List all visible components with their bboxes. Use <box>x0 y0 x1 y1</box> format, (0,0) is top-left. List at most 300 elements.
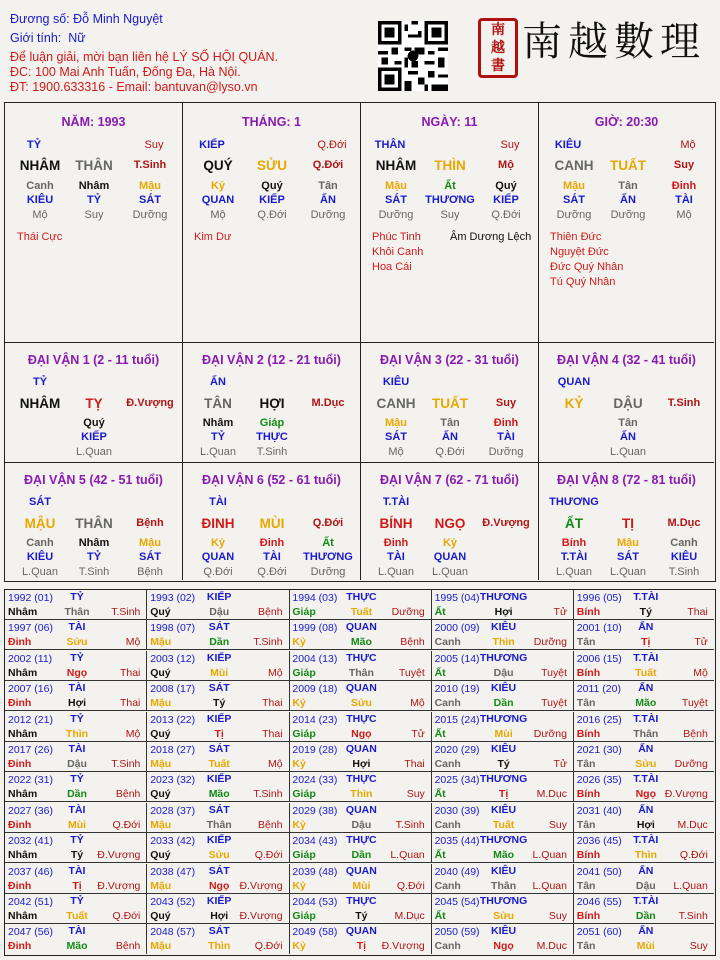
chart-grid <box>4 102 716 582</box>
pillar-chi: THÂN <box>75 158 113 173</box>
year-can: Giáp <box>292 727 316 740</box>
pillar-cell <box>183 103 361 343</box>
year-god: QUAN <box>345 682 377 695</box>
year-god: SÁT <box>208 682 230 695</box>
year-cell <box>5 894 147 924</box>
year-god: TỶ <box>70 651 84 664</box>
year-chi: Mùi <box>636 940 655 953</box>
year-chi: Thân <box>206 818 232 831</box>
year-label: 2040 (49) <box>434 865 480 878</box>
year-can: Ất <box>434 606 446 618</box>
pillar-chi: THÌN <box>434 158 466 173</box>
dai-van-hidden-stage: L.Quan <box>377 566 415 578</box>
year-chi: Tý <box>213 697 226 710</box>
dai-van-stage: Suy <box>495 397 517 409</box>
year-cell <box>574 620 714 650</box>
year-can: Mậu <box>150 879 172 892</box>
year-cell <box>5 803 147 833</box>
year-cell <box>147 590 289 620</box>
year-cell <box>574 742 714 772</box>
hidden-stage: Dưỡng <box>132 209 168 221</box>
year-can: Kỷ <box>292 697 306 710</box>
year-label: 2008 (17) <box>150 683 196 696</box>
year-god: TỶ <box>70 895 84 907</box>
year-god: KIÊU <box>491 864 517 877</box>
year-cell <box>289 864 431 894</box>
year-can: Bính <box>576 666 601 679</box>
year-stage: Q.Đới <box>396 879 425 892</box>
dai-van-hidden-stage: T.Sinh <box>256 446 288 458</box>
hidden-stem: Tân <box>618 180 638 192</box>
year-stage: Đ.Vượng <box>97 849 141 862</box>
dai-van-cell <box>539 463 714 580</box>
shensha-item: Tú Quý Nhân <box>550 276 616 288</box>
year-label: 2013 (22) <box>150 713 196 726</box>
dai-van-god: THƯƠNG <box>549 496 599 508</box>
dai-van-god: SÁT <box>29 496 51 508</box>
seal-stamp: 南 越 書 <box>478 18 518 78</box>
dai-van-title: ĐẠI VẬN 6 (52 - 61 tuổi) <box>202 473 341 487</box>
year-cell <box>432 590 574 620</box>
hidden-stem: Mậu <box>385 180 407 192</box>
year-stage: M.Dục <box>536 788 567 801</box>
year-label: 2032 (41) <box>8 835 53 848</box>
year-can: Canh <box>434 818 461 831</box>
year-can: Đinh <box>8 697 32 710</box>
dai-van-hidden-god: TỶ <box>210 431 226 443</box>
year-label: 2028 (37) <box>150 804 196 817</box>
year-stage: Bệnh <box>258 606 283 618</box>
year-label: 2011 (20) <box>576 683 621 696</box>
year-stage: Tuyệt <box>398 666 425 679</box>
year-can: Ất <box>434 788 446 801</box>
year-can: Bính <box>576 788 601 801</box>
year-cell <box>5 620 147 650</box>
year-stage: Suy <box>689 940 708 953</box>
year-cell <box>289 924 431 954</box>
dai-van-hidden-god: T.TÀI <box>560 551 588 563</box>
year-chi: Thân <box>64 606 90 618</box>
year-god: TÀI <box>68 621 86 634</box>
dai-van-can: ĐINH <box>201 516 235 531</box>
header-address-line: ĐC: 100 Mai Anh Tuấn, Đống Đa, Hà Nội. <box>10 65 241 79</box>
year-label: 2024 (33) <box>292 774 338 787</box>
header-name-line: Đương số: Đỗ Minh Nguyệt <box>10 12 163 26</box>
year-god: THƯƠNG <box>479 651 528 664</box>
year-label: 2048 (57) <box>150 926 196 939</box>
dai-van-hidden-god: TÀI <box>387 551 405 563</box>
year-chi: Tuất <box>635 666 657 679</box>
shensha-item: Phúc Tinh <box>372 231 421 243</box>
year-chi: Thìn <box>208 940 231 953</box>
year-cell <box>432 620 574 650</box>
shensha-item: Hoa Cái <box>372 261 412 273</box>
year-chi: Hợi <box>352 758 371 770</box>
dai-van-hidden-stage: Q.Đới <box>435 446 465 458</box>
year-label: 2025 (34) <box>434 774 480 787</box>
year-chi: Dậu <box>351 818 372 831</box>
year-god: SÁT <box>208 621 230 634</box>
year-chi: Mùi <box>352 879 371 892</box>
pillar-can: NHÂM <box>375 158 417 173</box>
pillar-stage-label: Q.Đới <box>317 139 347 151</box>
year-god: KIẾP <box>206 712 232 725</box>
year-god: TÀI <box>68 864 86 877</box>
year-label: 2046 (55) <box>576 896 622 908</box>
year-cell <box>432 803 574 833</box>
year-god: T.TÀI <box>633 773 659 786</box>
year-cell <box>147 681 289 711</box>
year-stage: Thai <box>262 727 283 740</box>
year-cell <box>147 712 289 742</box>
dai-van-hidden-god: KIÊU <box>670 551 698 563</box>
hidden-stem: Quý <box>261 180 283 192</box>
year-cell <box>574 803 714 833</box>
dai-van-hidden-god: ẤN <box>620 431 636 443</box>
year-can: Mậu <box>150 758 172 770</box>
year-stage: Đ.Vượng <box>664 788 708 801</box>
hidden-god: TỶ <box>86 194 102 206</box>
dai-van-hidden-god: TÀI <box>263 551 281 563</box>
hidden-stage: Mộ <box>676 209 692 221</box>
hidden-god: KIẾP <box>259 194 285 206</box>
year-chi: Sửu <box>66 636 88 649</box>
year-stage: L.Quan <box>673 879 708 892</box>
year-god: ẤN <box>638 925 654 938</box>
year-god: KIẾP <box>206 651 232 664</box>
year-chi: Thìn <box>65 727 89 740</box>
year-label: 2037 (46) <box>8 865 53 878</box>
year-god: KIẾP <box>206 895 232 907</box>
dai-van-god: QUAN <box>557 376 591 388</box>
year-can: Ất <box>434 727 446 740</box>
dai-van-god: KIÊU <box>382 376 410 388</box>
dai-van-hidden-stem: Mậu <box>139 537 161 549</box>
year-label: 2047 (56) <box>8 926 53 939</box>
year-cell <box>574 651 714 681</box>
year-chi: Dần <box>493 697 514 710</box>
year-can: Ất <box>434 910 446 922</box>
dai-van-hidden-stage: L.Quan <box>609 446 647 458</box>
dai-van-hidden-god: QUAN <box>201 551 235 563</box>
year-god: SÁT <box>208 925 230 938</box>
year-can: Nhâm <box>8 606 38 618</box>
year-stage: Bệnh <box>400 636 425 649</box>
year-can: Giáp <box>292 666 316 679</box>
year-chi: Mão <box>635 697 657 710</box>
year-god: THỰC <box>346 651 377 664</box>
year-cell <box>289 894 431 924</box>
year-can: Đinh <box>8 758 32 770</box>
year-can: Nhâm <box>8 666 38 679</box>
dai-van-hidden-stem: Mậu <box>617 537 639 549</box>
year-stage: Mộ <box>125 636 141 649</box>
year-stage: Suy <box>406 788 425 801</box>
year-can: Kỷ <box>292 758 306 770</box>
year-chi: Sửu <box>635 758 657 770</box>
year-can: Canh <box>434 636 461 649</box>
year-label: 2042 (51) <box>8 896 53 908</box>
dai-van-cell <box>361 343 539 463</box>
year-god: T.TÀI <box>633 834 659 847</box>
year-label: 2017 (26) <box>8 744 53 756</box>
year-chi: Tị <box>214 727 224 740</box>
year-chi: Dần <box>67 788 87 801</box>
dai-van-hidden-stem: Nhâm <box>78 537 110 549</box>
year-label: 2026 (35) <box>576 774 622 787</box>
year-stage: Suy <box>548 910 567 922</box>
pillar-chi-stage: T.Sinh <box>133 159 167 171</box>
year-label: 2030 (39) <box>434 804 480 817</box>
year-god: THỰC <box>346 834 377 847</box>
dai-van-can: TÂN <box>204 396 232 411</box>
year-stage: M.Dục <box>394 910 425 922</box>
year-chi: Tý <box>639 606 652 618</box>
dai-van-hidden-stem: Đinh <box>493 417 519 429</box>
pillar-stage-label: Suy <box>500 139 520 151</box>
dai-van-can: BÍNH <box>379 516 413 531</box>
year-stage: Mộ <box>410 697 425 710</box>
year-god: TỶ <box>70 834 84 847</box>
year-chi: Mùi <box>210 666 229 679</box>
year-stage: L.Quan <box>390 849 425 862</box>
year-god: SÁT <box>208 803 230 816</box>
year-stage: T.Sinh <box>395 818 425 831</box>
year-label: 2010 (19) <box>434 683 480 696</box>
year-chi: Tý <box>70 849 84 862</box>
year-chi: Tuất <box>350 606 373 618</box>
hidden-god: SÁT <box>139 194 161 206</box>
pillar-can: NHÂM <box>19 158 61 173</box>
year-stage: Thai <box>262 697 283 710</box>
year-god: SÁT <box>208 743 230 755</box>
year-stage: Đ.Vượng <box>97 879 141 892</box>
year-chi: Thìn <box>634 849 657 862</box>
year-label: 2039 (48) <box>292 865 338 878</box>
hidden-stem: Mậu <box>563 180 585 192</box>
year-can: Giáp <box>292 606 316 618</box>
year-god: KIÊU <box>491 803 517 816</box>
hidden-god: SÁT <box>385 194 407 206</box>
year-cell <box>147 833 289 863</box>
pillar-chi-stage: Suy <box>673 159 695 171</box>
year-chi: Thân <box>348 666 374 679</box>
dai-van-hidden-stage: Bệnh <box>137 566 163 578</box>
hidden-stage: Suy <box>84 209 104 221</box>
year-label: 2018 (27) <box>150 744 196 756</box>
year-can: Quý <box>150 666 171 679</box>
year-cell <box>432 742 574 772</box>
dai-van-hidden-stem: Tân <box>618 417 638 429</box>
year-chi: Thân <box>633 727 659 740</box>
year-can: Mậu <box>150 818 172 831</box>
dai-van-can: ẤT <box>565 516 583 531</box>
year-god: ẤN <box>638 621 654 634</box>
year-label: 2002 (11) <box>8 652 53 665</box>
year-label: 2044 (53) <box>292 896 338 908</box>
year-god: ẤN <box>638 803 654 816</box>
year-chi: Dậu <box>209 606 230 618</box>
pillar-title: THÁNG: 1 <box>241 115 302 129</box>
year-cell <box>5 864 147 894</box>
qr-code-icon <box>378 21 448 91</box>
year-stage: Mộ <box>267 758 283 770</box>
year-label: 1992 (01) <box>8 592 53 604</box>
dai-van-god: TÀI <box>209 496 227 508</box>
year-god: T.TÀI <box>633 651 659 664</box>
dai-van-hidden-stage: L.Quan <box>609 566 647 578</box>
dai-van-title: ĐẠI VẬN 8 (72 - 81 tuổi) <box>557 473 696 487</box>
dai-van-chi: TỊ <box>622 516 634 531</box>
year-chi: Tị <box>72 879 82 892</box>
year-god: KIÊU <box>491 925 517 938</box>
year-chi: Thìn <box>492 636 515 649</box>
year-chi: Sửu <box>493 910 515 922</box>
hidden-stage: Mộ <box>32 209 48 221</box>
pillar-god-label: THÂN <box>374 139 406 151</box>
year-cell <box>289 712 431 742</box>
year-stage: Thai <box>404 758 425 770</box>
year-label: 2035 (44) <box>434 835 480 848</box>
year-chi: Tuất <box>492 818 515 831</box>
year-god: KIẾP <box>206 834 232 847</box>
year-can: Bính <box>576 910 601 922</box>
dai-van-title: ĐẠI VẬN 4 (32 - 41 tuổi) <box>557 353 696 367</box>
hidden-stem: Nhâm <box>78 180 110 192</box>
year-god: THƯƠNG <box>479 591 528 603</box>
year-god: THỰC <box>346 591 377 603</box>
year-cell <box>147 651 289 681</box>
year-cell <box>5 742 147 772</box>
year-chi: Ngọ <box>66 666 88 679</box>
dai-van-god: T.TÀI <box>382 496 410 508</box>
year-god: KIẾP <box>206 773 232 786</box>
dai-van-hidden-stem: Quý <box>83 417 105 429</box>
shensha-item: Âm Dương Lệch <box>450 231 532 243</box>
year-can: Đinh <box>8 636 32 649</box>
dai-van-hidden-god: THỰC <box>256 431 288 443</box>
year-chi: Ngọ <box>208 879 230 892</box>
year-cell <box>432 772 574 802</box>
year-chi: Dậu <box>67 758 87 770</box>
year-god: TỶ <box>70 773 84 786</box>
year-can: Ất <box>434 666 446 679</box>
hidden-god: KIÊU <box>26 194 54 206</box>
year-cell <box>289 681 431 711</box>
year-can: Giáp <box>292 910 316 922</box>
dai-van-title: ĐẠI VẬN 2 (12 - 21 tuổi) <box>202 353 341 367</box>
year-god: TÀI <box>68 803 86 816</box>
year-cell <box>147 772 289 802</box>
year-cell <box>432 924 574 954</box>
year-cell <box>147 803 289 833</box>
year-stage: T.Sinh <box>253 636 283 649</box>
year-chi: Hợi <box>636 818 655 831</box>
dai-van-title: ĐẠI VẬN 7 (62 - 71 tuổi) <box>380 473 519 487</box>
year-stage: Suy <box>548 818 567 831</box>
hidden-stem: Canh <box>26 180 54 192</box>
year-can: Ất <box>434 849 446 862</box>
year-stage: Q.Đới <box>254 940 283 953</box>
year-god: QUAN <box>345 621 377 634</box>
year-label: 1994 (03) <box>292 592 338 604</box>
dai-van-hidden-god: SÁT <box>139 551 161 563</box>
year-label: 1999 (08) <box>292 622 338 635</box>
year-label: 1995 (04) <box>434 592 480 604</box>
dai-van-chi: DẬU <box>613 396 643 411</box>
year-can: Kỷ <box>292 636 306 649</box>
year-can: Nhâm <box>8 849 38 862</box>
year-god: T.TÀI <box>633 895 659 907</box>
header-phone-email-line[interactable]: ĐT: 1900.633316 - Email: bantuvan@lyso.vn <box>10 80 258 94</box>
year-god: THƯƠNG <box>479 773 528 786</box>
year-cell <box>432 651 574 681</box>
year-god: ẤN <box>638 682 654 695</box>
year-god: KIÊU <box>491 743 517 755</box>
year-can: Tân <box>576 818 596 831</box>
year-cell <box>432 712 574 742</box>
year-stage: Đ.Vượng <box>239 910 283 922</box>
dai-van-hidden-stage: Dưỡng <box>488 446 524 458</box>
year-chi: Tuất <box>66 910 88 922</box>
year-cell <box>147 864 289 894</box>
year-can: Tân <box>576 636 596 649</box>
year-god: TỶ <box>70 712 84 725</box>
year-label: 2006 (15) <box>576 652 622 665</box>
year-can: Tân <box>576 879 596 892</box>
year-can: Quý <box>150 788 171 801</box>
year-can: Kỷ <box>292 818 306 831</box>
year-can: Tân <box>576 940 596 953</box>
year-cell <box>289 620 431 650</box>
year-cell <box>5 712 147 742</box>
dai-van-hidden-stage: L.Quan <box>555 566 593 578</box>
dai-van-hidden-stage: Dưỡng <box>310 566 346 578</box>
year-can: Canh <box>434 940 461 953</box>
dai-van-hidden-stage: Q.Đới <box>203 566 233 578</box>
year-label: 2015 (24) <box>434 713 480 726</box>
year-chi: Ngọ <box>635 788 657 801</box>
year-stage: Tử <box>553 606 567 618</box>
year-label: 2043 (52) <box>150 896 196 908</box>
shensha-item: Đức Quý Nhân <box>550 261 624 273</box>
year-cell <box>289 803 431 833</box>
year-chi: Sửu <box>350 697 372 710</box>
dai-van-chi: THÂN <box>75 516 113 531</box>
year-label: 2022 (31) <box>8 774 53 787</box>
pillar-title: NĂM: 1993 <box>61 115 126 129</box>
year-stage: T.Sinh <box>111 758 141 770</box>
pillar-title: GIỜ: 20:30 <box>594 115 659 129</box>
year-god: TÀI <box>68 925 86 938</box>
dai-van-hidden-god: KIÊU <box>26 551 54 563</box>
year-god: T.TÀI <box>633 712 659 725</box>
dai-van-cell <box>5 343 183 463</box>
year-label: 2019 (28) <box>292 744 338 756</box>
pillar-can: QUÝ <box>203 158 233 173</box>
year-god: THỰC <box>346 773 377 786</box>
year-can: Quý <box>150 727 171 740</box>
year-god: KIÊU <box>491 682 517 695</box>
year-stage: Đ.Vượng <box>239 879 283 892</box>
year-can: Đinh <box>8 940 32 953</box>
year-cell <box>574 864 714 894</box>
dai-van-title: ĐẠI VẬN 3 (22 - 31 tuổi) <box>380 353 519 367</box>
year-stage: Mộ <box>125 727 141 740</box>
shensha-item: Thiên Đức <box>550 231 602 243</box>
year-stage: Tử <box>553 758 567 770</box>
year-god: THƯƠNG <box>479 712 528 725</box>
